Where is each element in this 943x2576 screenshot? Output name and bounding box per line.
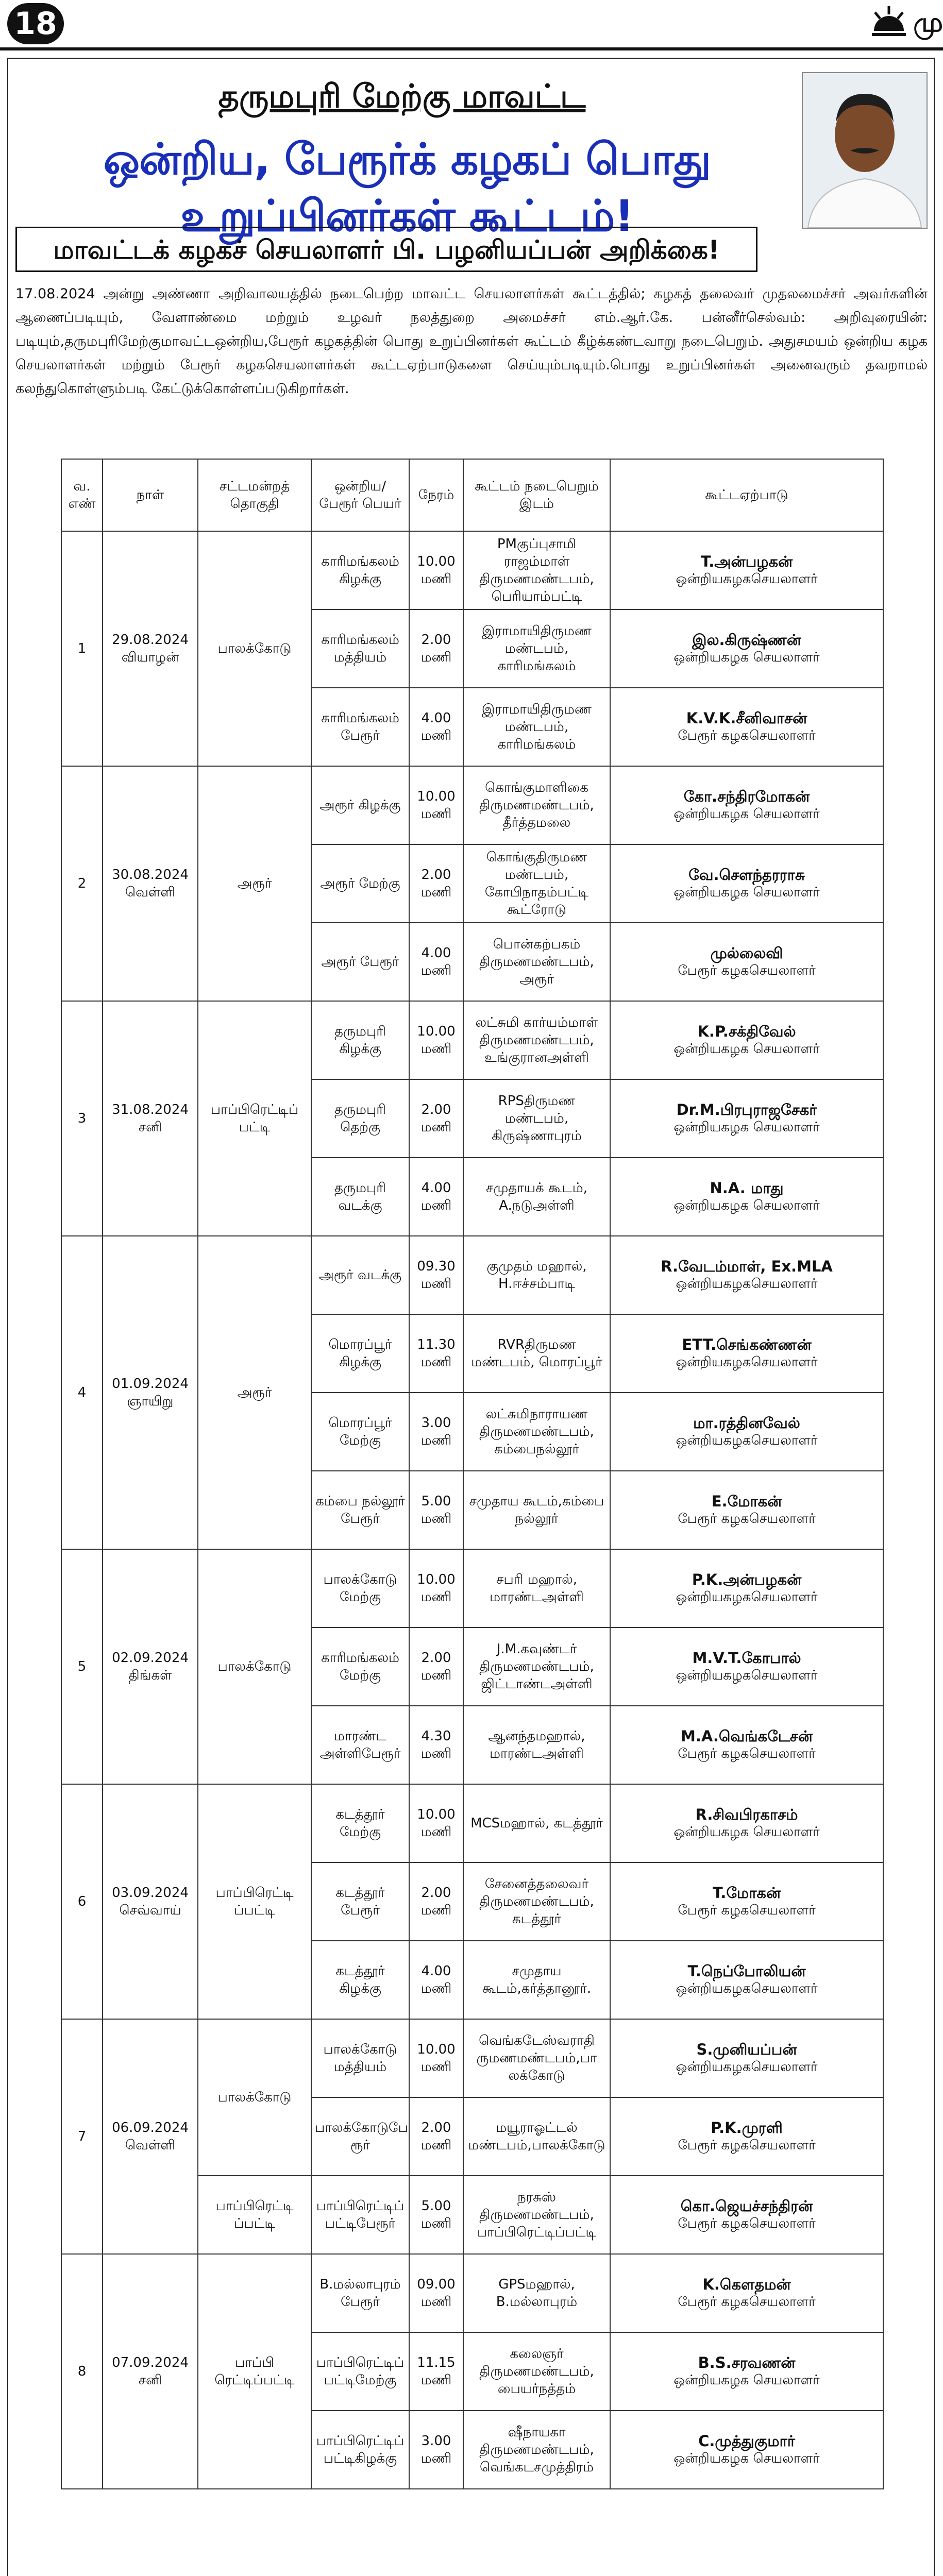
union-name: காரிமங்கலம் பேரூர்: [311, 688, 409, 766]
union-name: காரிமங்கலம் மத்தியம்: [311, 609, 409, 688]
organizer-name: Dr.M.பிரபுராஜசேகர்: [676, 1101, 817, 1118]
meeting-venue: சமுதாய கூடம்,கர்த்தானூர்.: [463, 1941, 610, 2019]
meeting-venue: PMகுப்புசாமி ராஜம்மாள் திருமணமண்டபம், பெரியாம்பட்டி: [463, 531, 610, 609]
serial-number: 7: [61, 2019, 103, 2254]
organizer-name: B.S.சரவணன்: [698, 2354, 796, 2371]
constituency: பாப்பிரெட்டிப் பட்டி: [198, 1001, 311, 1236]
organizer-role: ஒன்றியகழக செயலாளர்: [673, 806, 820, 822]
constituency: பாப்பிரெட்டி ப்பட்டி: [198, 1784, 311, 2019]
header-serial: வ. எண்: [61, 459, 103, 531]
meeting-time: 11.15 மணி: [409, 2332, 463, 2411]
organizer-role: ஒன்றியகழக செயலாளர்: [673, 1198, 820, 1213]
constituency: பாப்பி ரெட்டிப்பட்டி: [198, 2254, 311, 2489]
meeting-date: 31.08.2024 சனி: [103, 1001, 198, 1236]
meeting-time: 10.00 மணி: [409, 766, 463, 844]
organizer-role: பேரூர் கழகசெயலாளர்: [678, 2294, 816, 2310]
organizer-role: ஒன்றியகழக செயலாளர்: [673, 1120, 820, 1135]
organizer-name: மா.ரத்தினவேல்: [693, 1414, 800, 1432]
meeting-time: 09.00 மணி: [409, 2254, 463, 2332]
organizer: [610, 1079, 883, 1158]
meeting-venue: நரசுஸ் திருமணமண்டபம், பாப்பிரெட்டிப்பட்டி: [463, 2176, 610, 2254]
meeting-venue: பொன்கற்பகம் திருமணமண்டபம், அரூர்: [463, 923, 610, 1001]
constituency: பாலக்கோடு: [198, 2019, 311, 2176]
table-row: [61, 531, 883, 609]
header-organizer: கூட்டஏற்பாடு: [610, 459, 883, 531]
organizer-role: ஒன்றியகழக செயலாளர்: [673, 650, 820, 665]
meeting-venue: வெங்கடேஸ்வராதி ருமணமண்டபம்,பா லக்கோடு: [463, 2019, 610, 2097]
union-name: அரூர் மேற்கு: [311, 844, 409, 923]
serial-number: 8: [61, 2254, 103, 2489]
organizer-name: M.V.T.கோபால்: [692, 1649, 801, 1667]
meeting-venue: இராமாயிதிருமண மண்டபம், காரிமங்கலம்: [463, 609, 610, 688]
organizer: [610, 1706, 883, 1784]
union-name: பாலக்கோடு மேற்கு: [311, 1549, 409, 1628]
union-name: அரூர் பேரூர்: [311, 923, 409, 1001]
union-name: தருமபுரி கிழக்கு: [311, 1001, 409, 1079]
union-name: அரூர் வடக்கு: [311, 1236, 409, 1314]
serial-number: 6: [61, 1784, 103, 2019]
organizer: [610, 2332, 883, 2411]
meeting-time: 10.00 மணி: [409, 1549, 463, 1628]
intro-paragraph: 17.08.2024 அன்று அண்ணா அறிவாலயத்தில் நடைபெற்ற மாவட்ட செயலாளர்கள் கூட்டத்தில்; கழகத் தலைவர் முதலமைச்சர் அவர்களின் ஆணைப்படியும், வேளாண்மை மற்றும் உழவர் நலத்துறை அமைச்சர் எம்.ஆர்.கே. பன்னீர்செல்வம்: அறிவுரையின்: படியும்,தருமபுரிமேற்குமாவட்டஒன்றிய,பேரூர் கழகத்தின் பொது உறுப்பினர்கள் கூட்டம் கீழ்க்கண்டவாறு நடைபெறும். அதுசமயம் ஒன்றிய கழக செயலாளர்கள் மற்றும் பேரூர் கழகசெயலாளர்கள் கூட்டஏற்பாடுகளை செய்யும்படியும்.பொது உறுப்பினர்கள் அனைவரும் தவறாமல் கலந்துகொள்ளும்படி கேட்டுக்கொள்ளப்படுகிறார்கள்.: [15, 286, 928, 397]
headline: ஒன்றிய, பேரூர்க் கழகப் பொது உறுப்பினர்கள் கூட்டம்!: [103, 134, 711, 241]
organizer: [610, 2176, 883, 2254]
meeting-time: 10.00 மணி: [409, 531, 463, 609]
organizer-role: ஒன்றியகழகசெயலாளர்: [676, 1981, 818, 1996]
union-name: பாப்பிரெட்டிப் பட்டிமேற்கு: [311, 2332, 409, 2411]
union-name: தருமபுரி தெற்கு: [311, 1079, 409, 1158]
meeting-time: 09.30 மணி: [409, 1236, 463, 1314]
organizer-role: பேரூர் கழகசெயலாளர்: [678, 1746, 816, 1761]
union-name: B.மல்லாபுரம் பேரூர்: [311, 2254, 409, 2332]
meeting-date: 30.08.2024 வெள்ளி: [103, 766, 198, 1001]
organizer-role: ஒன்றியகழக செயலாளர்: [673, 2451, 820, 2466]
meeting-venue: லட்சுமிநாராயண திருமணமண்டபம், கம்பைநல்லூர்: [463, 1393, 610, 1471]
meeting-time: 2.00 மணி: [409, 609, 463, 688]
organizer: [610, 1549, 883, 1628]
organizer-name: T.அன்பழகன்: [700, 553, 793, 570]
union-name: கடத்தூர் பேரூர்: [311, 1862, 409, 1941]
organizer: [610, 1001, 883, 1079]
organizer-role: ஒன்றியகழகசெயலாளர்: [676, 2059, 818, 2075]
table-row: [61, 2019, 883, 2097]
district-title: தருமபுரி மேற்கு மாவட்ட: [218, 77, 586, 115]
meeting-time: 3.00 மணி: [409, 2411, 463, 2489]
constituency: பாலக்கோடு: [198, 1549, 311, 1784]
meeting-date: 29.08.2024 வியாழன்: [103, 531, 198, 766]
union-name: மாரண்ட அள்ளிபேரூர்: [311, 1706, 409, 1784]
meeting-venue: குமுதம் மஹால், H.ஈச்சம்பாடி: [463, 1236, 610, 1314]
meeting-venue: கலைஞர் திருமணமண்டபம், பையர்நத்தம்: [463, 2332, 610, 2411]
union-name: கம்பை நல்லூர் பேரூர்: [311, 1471, 409, 1549]
serial-number: 1: [61, 531, 103, 766]
organizer-name: R.வேடம்மாள், Ex.MLA: [661, 1258, 833, 1275]
meeting-venue: J.M.கவுண்டர் திருமணமண்டபம், ஜிட்டாண்டஅள்ளி: [463, 1628, 610, 1706]
table-row: [61, 2254, 883, 2332]
organizer-role: ஒன்றியகழகசெயலாளர்: [676, 1589, 818, 1605]
organizer: [610, 923, 883, 1001]
header-venue: கூட்டம் நடைபெறும் இடம்: [463, 459, 610, 531]
meeting-time: 2.00 மணி: [409, 1628, 463, 1706]
organizer-role: ஒன்றியகழக செயலாளர்: [673, 1041, 820, 1057]
organizer-name: C.முத்துகுமார்: [698, 2432, 795, 2450]
top-bar: [0, 0, 943, 50]
table-row: [61, 1001, 883, 1079]
union-name: பாப்பிரெட்டிப் பட்டிகிழக்கு: [311, 2411, 409, 2489]
meeting-time: 4.00 மணி: [409, 1941, 463, 2019]
table-row: [61, 1236, 883, 1314]
table-row: [61, 766, 883, 844]
union-name: பாலக்கோடு மத்தியம்: [311, 2019, 409, 2097]
organizer-role: பேரூர் கழகசெயலாளர்: [678, 2216, 816, 2231]
meeting-venue: சமுதாய கூடம்,கம்பை நல்லூர்: [463, 1471, 610, 1549]
serial-number: 5: [61, 1549, 103, 1784]
organizer-role: ஒன்றியகழகசெயலாளர்: [676, 1668, 818, 1683]
union-name: அரூர் கிழக்கு: [311, 766, 409, 844]
union-name: கடத்தூர் கிழக்கு: [311, 1941, 409, 2019]
organizer: [610, 531, 883, 609]
meeting-date: 01.09.2024 ஞாயிறு: [103, 1236, 198, 1549]
union-name: பாலக்கோடுபே ரூர்: [311, 2097, 409, 2176]
organizer: [610, 688, 883, 766]
meeting-venue: MCSமஹால், கடத்தூர்: [463, 1784, 610, 1862]
organizer-role: பேரூர் கழகசெயலாளர்: [678, 728, 816, 743]
organizer-name: K.P.சக்திவேல்: [697, 1023, 796, 1040]
meeting-venue: லட்சுமி கார்யம்மாள் திருமணமண்டபம், உங்குரானஅள்ளி: [463, 1001, 610, 1079]
meeting-venue: சபரி மஹால், மாரண்டஅள்ளி: [463, 1549, 610, 1628]
meeting-time: 2.00 மணி: [409, 1079, 463, 1158]
organizer: [610, 2097, 883, 2176]
meeting-date: 06.09.2024 வெள்ளி: [103, 2019, 198, 2254]
meeting-venue: RVRதிருமண மண்டபம், மொரப்பூர்: [463, 1314, 610, 1393]
organizer: [610, 609, 883, 688]
meeting-venue: GPSமஹால், B.மல்லாபுரம்: [463, 2254, 610, 2332]
organizer-name: S.முனியப்பன்: [696, 2041, 797, 2058]
person-photo-icon: [803, 73, 927, 228]
meeting-time: 2.00 மணி: [409, 1862, 463, 1941]
organizer: [610, 2411, 883, 2489]
organizer: [610, 1862, 883, 1941]
organizer-role: ஒன்றியகழகசெயலாளர்: [676, 1433, 818, 1448]
meeting-time: 10.00 மணி: [409, 2019, 463, 2097]
union-name: காரிமங்கலம் மேற்கு: [311, 1628, 409, 1706]
organizer-role: ஒன்றியகழக செயலாளர்: [673, 2372, 820, 2388]
header-union: ஒன்றிய/ பேரூர் பெயர்: [311, 459, 409, 531]
meeting-venue: கொங்குதிருமண மண்டபம், கோபிநாதம்பட்டி கூட்ரோடு: [463, 844, 610, 923]
secretary-photo: [802, 72, 928, 229]
organizer: [610, 1393, 883, 1471]
organizer-name: R.சிவபிரகாசம்: [695, 1806, 798, 1823]
meeting-time: 11.30 மணி: [409, 1314, 463, 1393]
sub-headline: மாவட்டக் கழகச் செயலாளர் பி. பழனியப்பன் அறிக்கை!: [15, 227, 757, 272]
serial-number: 2: [61, 766, 103, 1001]
union-name: கடத்தூர் மேற்கு: [311, 1784, 409, 1862]
organizer-name: P.K.அன்பழகன்: [692, 1571, 802, 1588]
meeting-venue: மயூராஓட்டல் மண்டபம்,பாலக்கோடு: [463, 2097, 610, 2176]
meeting-venue: கொங்குமாளிகை திருமணமண்டபம், தீர்த்தமலை: [463, 766, 610, 844]
union-name: மொரப்பூர் மேற்கு: [311, 1393, 409, 1471]
organizer-role: ஒன்றியகழகசெயலாளர்: [676, 1354, 818, 1370]
page-number: 18: [7, 3, 64, 44]
organizer-role: பேரூர் கழகசெயலாளர்: [678, 963, 816, 978]
meeting-time: 5.00 மணி: [409, 2176, 463, 2254]
organizer-role: பேரூர் கழகசெயலாளர்: [678, 1903, 816, 1918]
organizer-role: பேரூர் கழகசெயலாளர்: [678, 1511, 816, 1527]
meeting-time: 3.00 மணி: [409, 1393, 463, 1471]
meeting-venue: சேனைத்தலைவர் திருமணமண்டபம், கடத்தூர்: [463, 1862, 610, 1941]
organizer-name: P.K.முரளி: [711, 2119, 783, 2137]
organizer-name: K.கௌதமன்: [702, 2276, 791, 2293]
organizer: [610, 2254, 883, 2332]
header-time: நேரம்: [409, 459, 463, 531]
organizer-name: T.நெப்போலியன்: [687, 1962, 806, 1980]
union-name: மொரப்பூர் கிழக்கு: [311, 1314, 409, 1393]
organizer: [610, 1941, 883, 2019]
meeting-venue: சமுதாயக் கூடம், A.நடுஅள்ளி: [463, 1158, 610, 1236]
rising-sun-logo-icon: [871, 4, 907, 40]
union-name: தருமபுரி வடக்கு: [311, 1158, 409, 1236]
meeting-venue: இராமாயிதிருமண மண்டபம், காரிமங்கலம்: [463, 688, 610, 766]
union-name: பாப்பிரெட்டிப் பட்டிபேரூர்: [311, 2176, 409, 2254]
organizer-name: E.மோகன்: [711, 1493, 782, 1510]
organizer-name: K.V.K.சீனிவாசன்: [686, 709, 807, 727]
meeting-date: 02.09.2024 திங்கள்: [103, 1549, 198, 1784]
meeting-date: 03.09.2024 செவ்வாய்: [103, 1784, 198, 2019]
constituency: பாப்பிரெட்டி ப்பட்டி: [198, 2176, 311, 2254]
meeting-time: 2.00 மணி: [409, 844, 463, 923]
organizer: [610, 1784, 883, 1862]
header-constituency: சட்டமன்றத் தொகுதி: [198, 459, 311, 531]
meeting-time: 4.00 மணி: [409, 688, 463, 766]
meeting-schedule-table: [61, 459, 884, 2489]
organizer-role: ஒன்றியகழக செயலாளர்: [673, 1824, 820, 1840]
organizer-name: வே.சௌந்தரராசு: [688, 866, 805, 884]
organizer-name: ETT.செங்கண்ணன்: [682, 1336, 812, 1353]
organizer-role: ஒன்றியகழக செயலாளர்: [673, 885, 820, 900]
union-name: காரிமங்கலம் கிழக்கு: [311, 531, 409, 609]
organizer: [610, 766, 883, 844]
serial-number: 3: [61, 1001, 103, 1236]
organizer-role: பேரூர் கழகசெயலாளர்: [678, 2138, 816, 2153]
organizer: [610, 2019, 883, 2097]
organizer-name: முல்லைவி: [710, 944, 783, 962]
organizer-name: இல.கிருஷ்ணன்: [692, 631, 801, 649]
organizer-name: N.A. மாது: [710, 1179, 784, 1197]
organizer-name: T.மோகன்: [712, 1884, 781, 1902]
meeting-time: 10.00 மணி: [409, 1001, 463, 1079]
organizer: [610, 1471, 883, 1549]
table-row: [61, 1549, 883, 1628]
organizer-role: ஒன்றியகழகசெயலாளர்: [676, 571, 818, 587]
table-row: [61, 1784, 883, 1862]
constituency: பாலக்கோடு: [198, 531, 311, 766]
organizer-name: கோ.சந்திரமோகன்: [683, 788, 810, 805]
meeting-date: 07.09.2024 சனி: [103, 2254, 198, 2489]
meeting-time: 4.00 மணி: [409, 1158, 463, 1236]
meeting-venue: ஷீநாயகா திருமணமண்டபம், வெங்கடசமுத்திரம்: [463, 2411, 610, 2489]
constituency: அரூர்: [198, 1236, 311, 1549]
meeting-time: 2.00 மணி: [409, 2097, 463, 2176]
header-date: நாள்: [103, 459, 198, 531]
organizer-name: கொ.ஜெயச்சந்திரன்: [680, 2197, 813, 2215]
organizer: [610, 1628, 883, 1706]
serial-number: 4: [61, 1236, 103, 1549]
table-header-row: [61, 459, 883, 531]
organizer-name: M.A.வெங்கடேசன்: [680, 1727, 813, 1745]
organizer: [610, 1314, 883, 1393]
organizer-role: ஒன்றியகழகசெயலாளர்: [676, 1276, 818, 1292]
constituency: அரூர்: [198, 766, 311, 1001]
organizer: [610, 1236, 883, 1314]
organizer: [610, 844, 883, 923]
meeting-venue: ஆனந்தமஹால், மாரண்டஅள்ளி: [463, 1706, 610, 1784]
meeting-time: 5.00 மணி: [409, 1471, 463, 1549]
meeting-time: 10.00 மணி: [409, 1784, 463, 1862]
organizer: [610, 1158, 883, 1236]
masthead: மு: [913, 7, 943, 38]
meeting-time: 4.00 மணி: [409, 923, 463, 1001]
meeting-venue: RPSதிருமண மண்டபம், கிருஷ்ணாபுரம்: [463, 1079, 610, 1158]
meeting-time: 4.30 மணி: [409, 1706, 463, 1784]
